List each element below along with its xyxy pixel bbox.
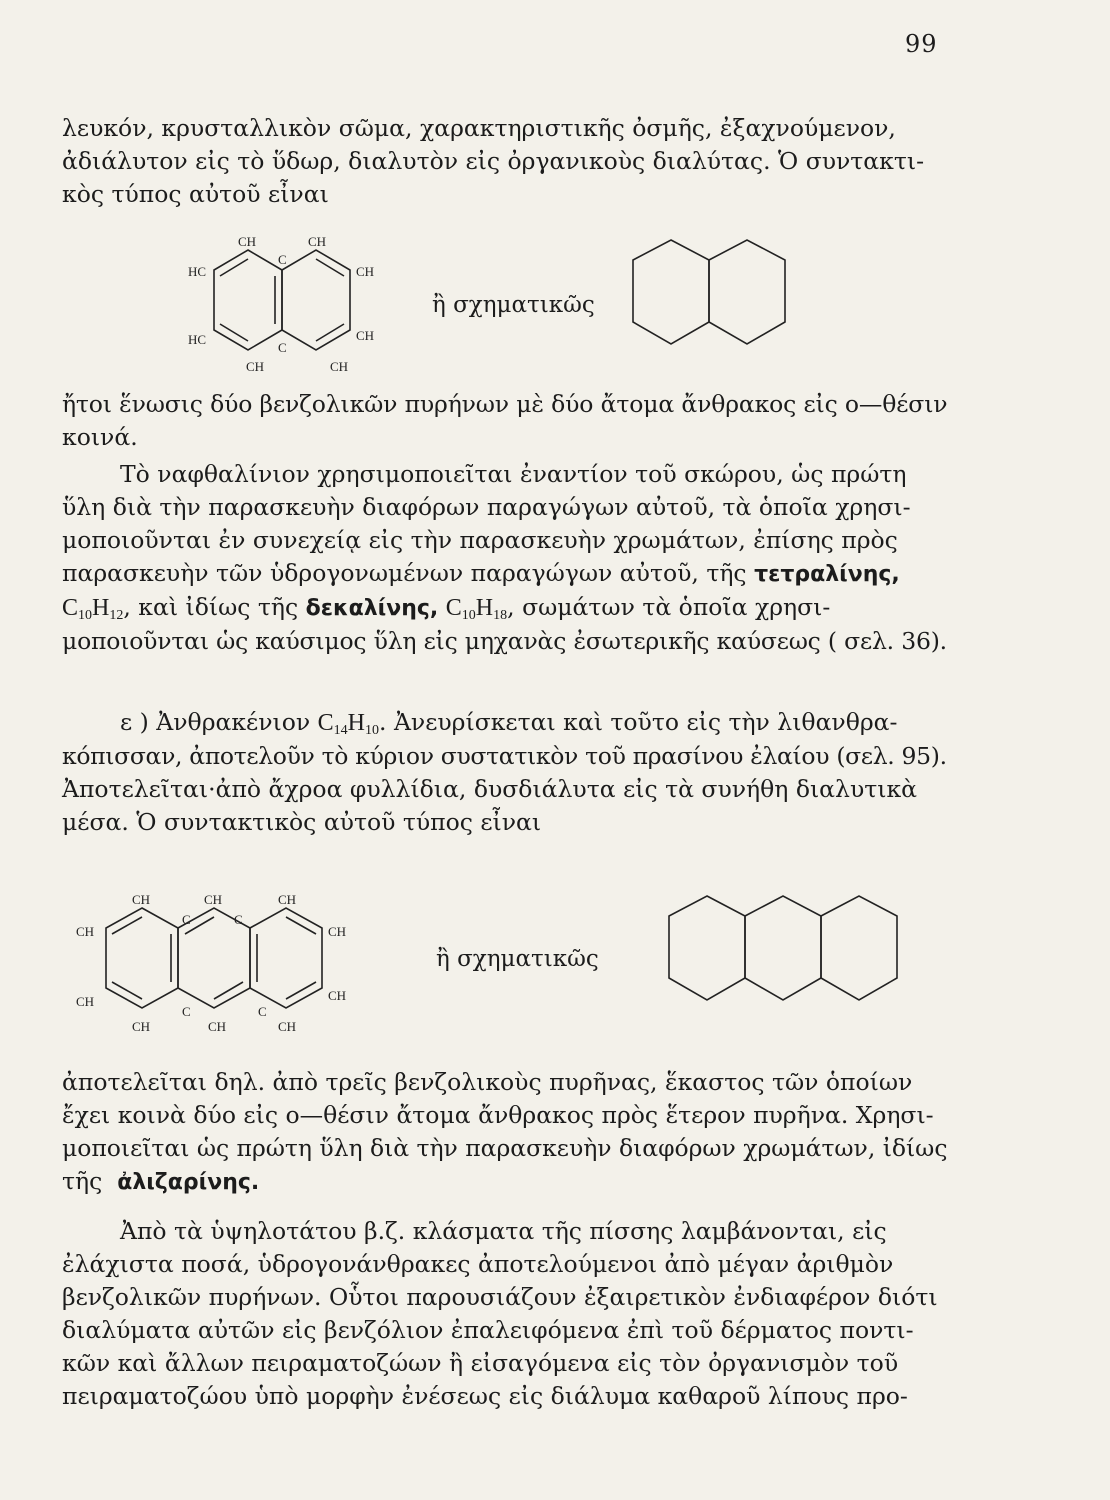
text-line: μοποιοῦνται ὡς καύσιμος ὕλη εἰς μηχανὰς ἐσωτερικῆς καύσεως ( σελ. 36). bbox=[62, 627, 947, 655]
atom-label: CH bbox=[278, 1019, 297, 1034]
text-line: τῆς ἀλιζαρίνης. bbox=[62, 1167, 260, 1195]
text-line: Τὸ ναφθαλίνιον χρησιμοποιεῖται ἐναντίον τοῦ σκώρου, ὡς πρώτη bbox=[120, 460, 907, 488]
chemical-formula: $C_{14}H_{10}$ bbox=[317, 710, 380, 738]
atom-label: CH bbox=[204, 892, 223, 907]
text-line: μοποιεῖται ὡς πρώτη ὕλη διὰ τὴν παρασκευὴν διαφόρων χρωμάτων, ἰδίως bbox=[62, 1134, 948, 1162]
bold-term-alizarin: ἀλιζαρίνης. bbox=[117, 1170, 260, 1195]
text-line: κοινά. bbox=[62, 423, 138, 451]
bold-term-tetralin: τετραλίνης, bbox=[754, 562, 900, 587]
atom-label: CH bbox=[278, 892, 297, 907]
atom-label: C bbox=[182, 1004, 191, 1019]
chemical-formula: $C_{10}H_{18}$ bbox=[445, 595, 508, 623]
atom-label: CH bbox=[330, 359, 349, 374]
atom-label: C bbox=[234, 912, 243, 927]
atom-label: CH bbox=[208, 1019, 227, 1034]
naphthalene-schematic bbox=[628, 236, 798, 365]
text-line: λευκόν, κρυσταλλικὸν σῶμα, χαρακτηριστικῆς ὀσμῆς, ἐξαχνούμενον, bbox=[62, 114, 896, 142]
anthracene-schematic bbox=[664, 892, 924, 1021]
text-line: κῶν καὶ ἄλλων πειραματοζώων ἢ εἰσαγόμενα εἰς τὸν ὀργανισμὸν τοῦ bbox=[62, 1349, 899, 1377]
text-line: κὸς τύπος αὐτοῦ εἶναι bbox=[62, 180, 329, 208]
atom-label: CH bbox=[356, 264, 375, 279]
naphthalene-structural-formula bbox=[170, 228, 420, 387]
atom-label: C bbox=[278, 252, 287, 267]
atom-label: CH bbox=[308, 234, 327, 249]
atom-label: CH bbox=[76, 994, 95, 1009]
schematic-label: ἢ σχηματικῶς bbox=[432, 292, 595, 318]
text-line: διαλύματα αὐτῶν εἰς βενζόλιον ἐπαλειφόμενα ἐπὶ τοῦ δέρματος ποντι- bbox=[62, 1316, 914, 1344]
text-line: $C_{10}H_{12}$, καὶ ἰδίως τῆς δεκαλίνης, $C_{10}H_{18}$, σωμάτων τὰ ὁποῖα χρησι- bbox=[62, 593, 831, 623]
text-line: ε ) Ἀνθρακένιον $C_{14}H_{10}$. Ἀνευρίσκεται καὶ τοῦτο εἰς τὴν λιθανθρα- bbox=[120, 708, 898, 738]
anthracene-structural-formula bbox=[72, 888, 392, 1052]
text-line: κόπισσαν, ἀποτελοῦν τὸ κύριον συστατικὸν τοῦ πρασίνου ἐλαίου (σελ. 95). bbox=[62, 742, 947, 770]
atom-label: C bbox=[258, 1004, 267, 1019]
chemical-formula: $C_{10}H_{12}$ bbox=[62, 595, 124, 623]
atom-label: CH bbox=[238, 234, 257, 249]
text-line: ἐλάχιστα ποσά, ὑδρογονάνθρακες ἀποτελούμενοι ἀπὸ μέγαν ἀριθμὸν bbox=[62, 1250, 894, 1278]
atom-label: C bbox=[278, 340, 287, 355]
text-line: βενζολικῶν πυρήνων. Οὗτοι παρουσιάζουν ἐξαιρετικὸν ἐνδιαφέρον διότι bbox=[62, 1283, 938, 1311]
text-line: ἀδιάλυτον εἰς τὸ ὕδωρ, διαλυτὸν εἰς ὀργανικοὺς διαλύτας. Ὁ συντακτι- bbox=[62, 147, 925, 175]
text-line: ἀποτελεῖται δηλ. ἀπὸ τρεῖς βενζολικοὺς πυρῆνας, ἕκαστος τῶν ὁποίων bbox=[62, 1068, 913, 1096]
text-line: ὕλη διὰ τὴν παρασκευὴν διαφόρων παραγώγων αὐτοῦ, τὰ ὁποῖα χρησι- bbox=[62, 493, 911, 521]
text-line: Ἀποτελεῖται·ἀπὸ ἄχροα φυλλίδια, δυσδιάλυτα εἰς τὰ συνήθη διαλυτικὰ bbox=[62, 775, 917, 803]
atom-label: CH bbox=[356, 328, 375, 343]
page-number: 99 bbox=[905, 30, 938, 58]
paragraph-polycyclic-hydrocarbons bbox=[62, 1215, 947, 1413]
text-line: ἔχει κοινὰ δύο εἰς ο—θέσιν ἄτομα ἄνθρακος πρὸς ἕτερον πυρῆνα. Χρησι- bbox=[62, 1101, 934, 1129]
paragraph-naphthalene-description bbox=[62, 388, 947, 454]
atom-label: HC bbox=[188, 264, 207, 279]
text-line: πειραματοζώου ὑπὸ μορφὴν ἐνέσεως εἰς διάλυμα καθαροῦ λίπους προ- bbox=[62, 1382, 908, 1410]
paragraph-anthracene-description bbox=[62, 1066, 947, 1199]
paragraph-naphthalene-uses bbox=[62, 458, 947, 658]
text-line: μοποιοῦνται ἐν συνεχείᾳ εἰς τὴν παρασκευὴν χρωμάτων, ἐπίσης πρὸς bbox=[62, 526, 898, 554]
paragraph-anthracene bbox=[62, 706, 947, 839]
paragraph-naphthalene-properties bbox=[62, 112, 947, 211]
atom-label: CH bbox=[132, 892, 151, 907]
text-line: Ἀπὸ τὰ ὑψηλοτάτου β.ζ. κλάσματα τῆς πίσσης λαμβάνονται, εἰς bbox=[120, 1217, 887, 1245]
atom-label: CH bbox=[246, 359, 265, 374]
atom-label: HC bbox=[188, 332, 207, 347]
atom-label: CH bbox=[328, 988, 347, 1003]
bold-term-decalin: δεκαλίνης, bbox=[305, 596, 439, 621]
text-line: ἤτοι ἕνωσις δύο βενζολικῶν πυρήνων μὲ δύο ἄτομα ἄνθρακος εἰς ο—θέσιν bbox=[62, 390, 948, 418]
atom-label: CH bbox=[328, 924, 347, 939]
atom-label: CH bbox=[132, 1019, 151, 1034]
atom-label: CH bbox=[76, 924, 95, 939]
schematic-label: ἢ σχηματικῶς bbox=[436, 946, 599, 972]
atom-label: C bbox=[182, 912, 191, 927]
text-line: μέσα. Ὁ συντακτικὸς αὐτοῦ τύπος εἶναι bbox=[62, 808, 542, 836]
text-line: παρασκευὴν τῶν ὑδρογονωμένων παραγώγων αὐτοῦ, τῆς τετραλίνης, bbox=[62, 559, 900, 587]
